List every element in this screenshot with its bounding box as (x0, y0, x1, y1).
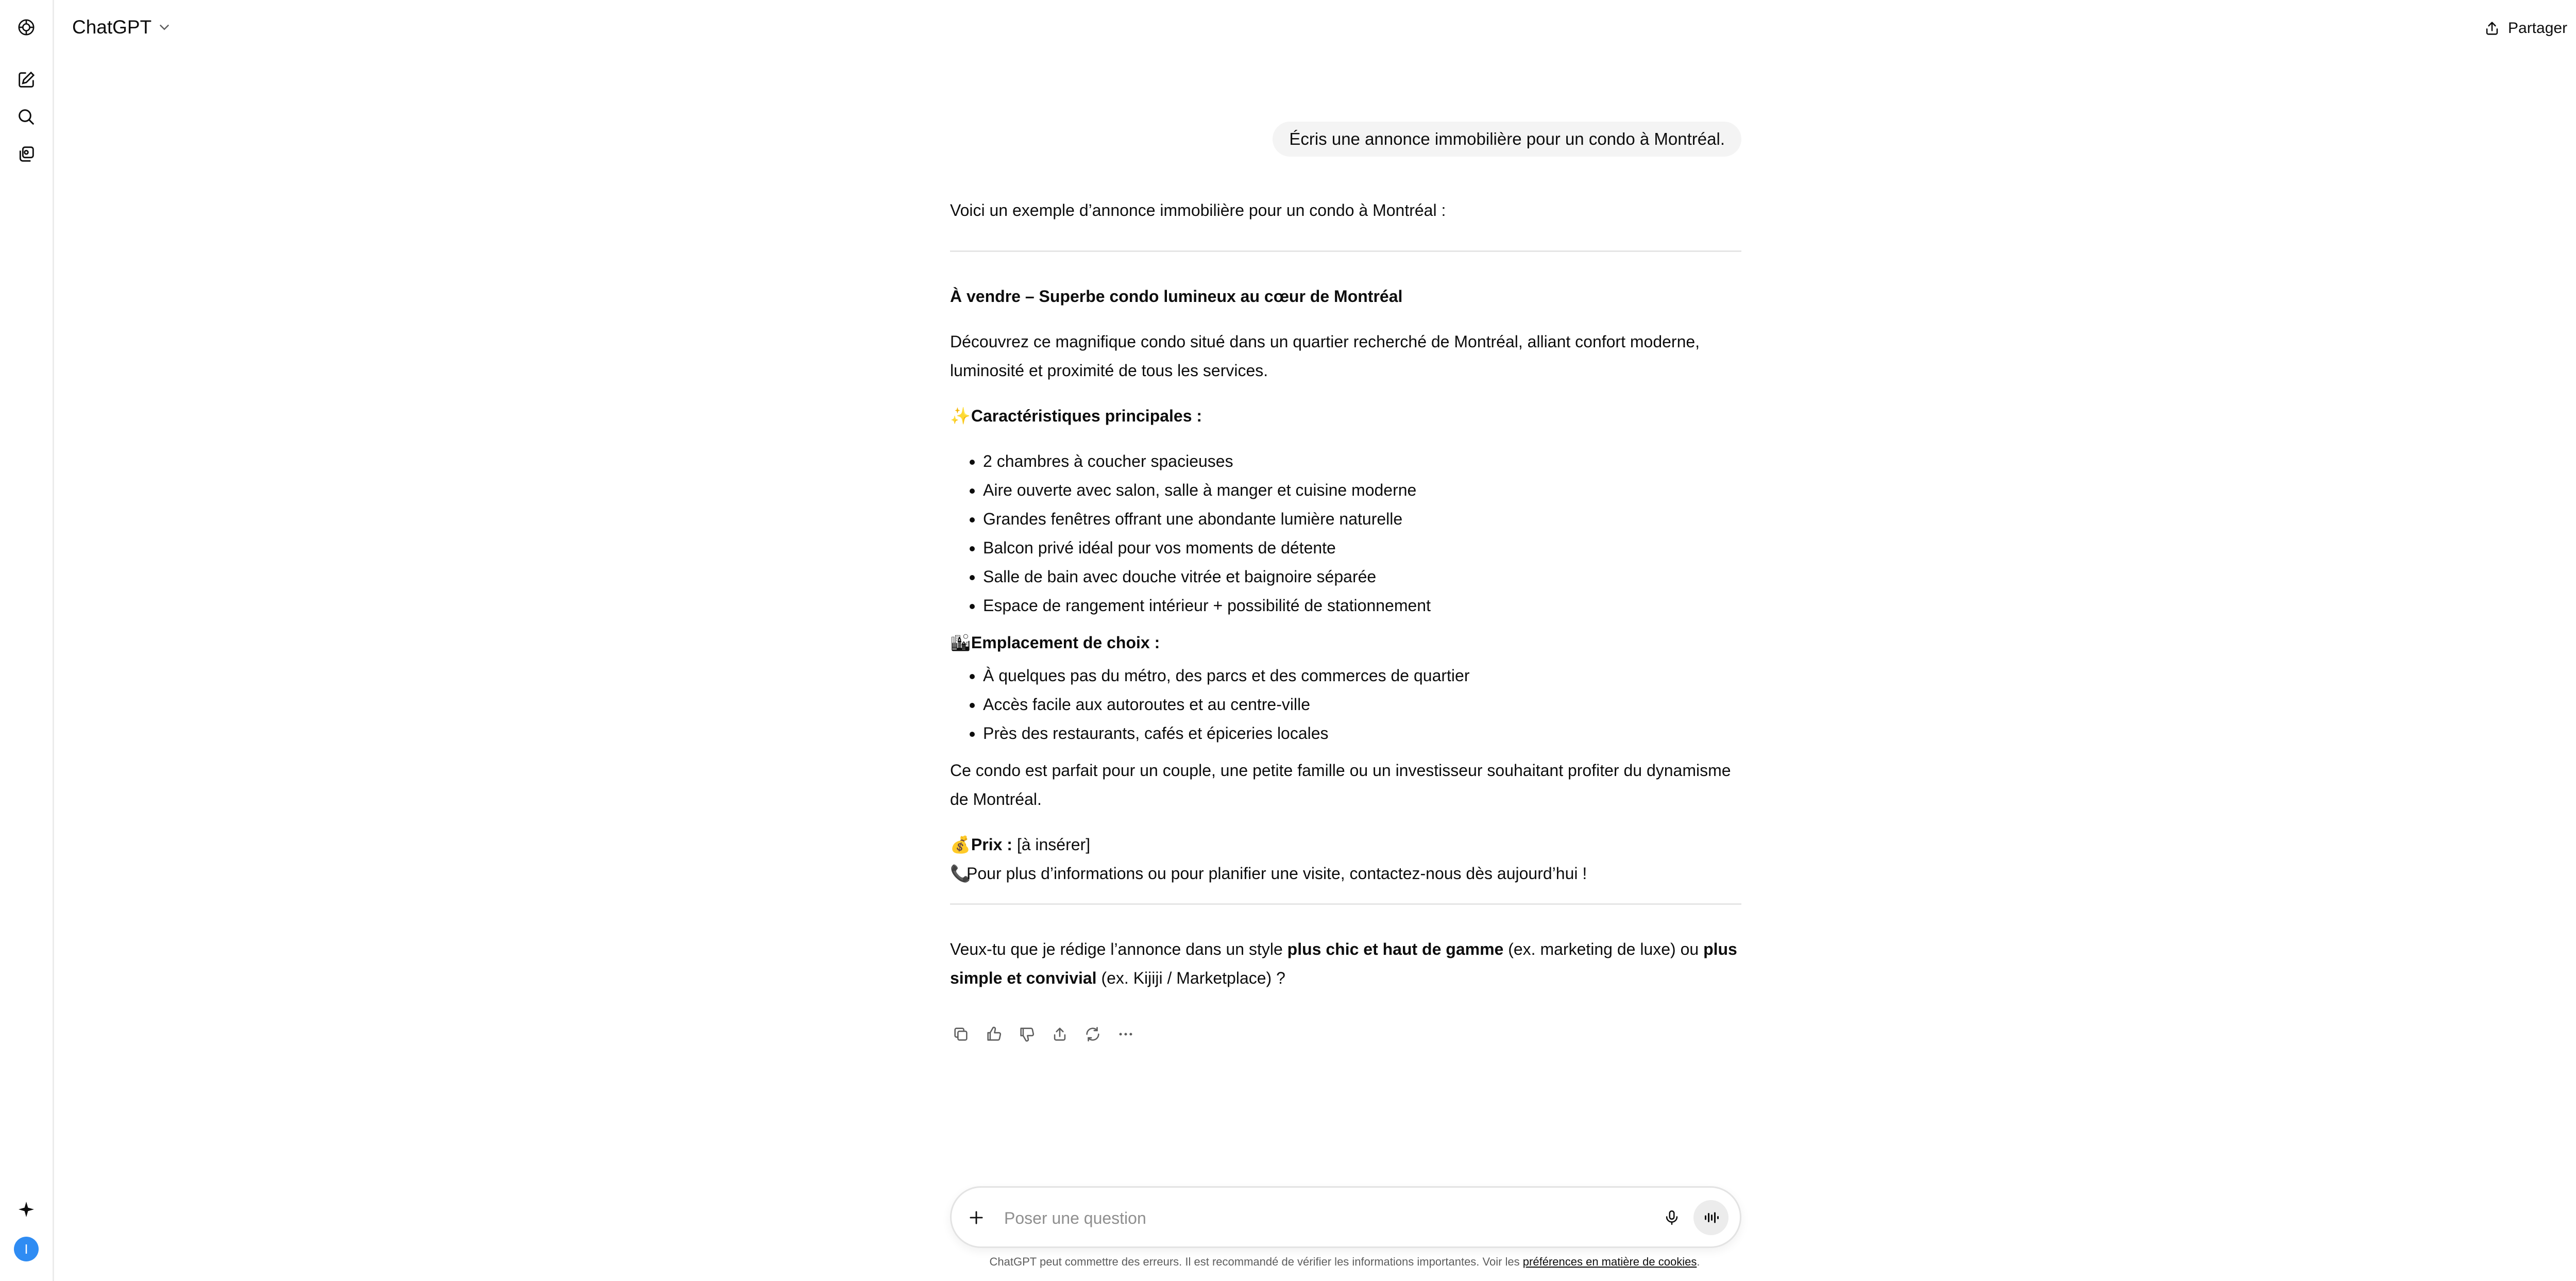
model-switcher[interactable] (72, 14, 172, 40)
phone-icon: 📞 (950, 864, 971, 883)
sidebar-rail (0, 0, 54, 1281)
voice-waveform-icon (1702, 1208, 1720, 1227)
plus-icon (967, 1208, 986, 1227)
features-heading: ✨ Caractéristiques principales : (950, 401, 1741, 430)
chevron-down-icon (157, 20, 172, 35)
list-item: • Près des restaurants, cafés et épiceries locales (983, 719, 1741, 748)
avatar[interactable]: I (14, 1237, 39, 1261)
divider (950, 903, 1741, 905)
closing-paragraph: Ce condo est parfait pour un couple, une petite famille ou un investisseur souhaitant profiter du dynamisme de Montréal. (950, 761, 1731, 808)
share-label: Partager (2508, 20, 2568, 37)
cityscape-icon: 🏙 (950, 633, 971, 652)
features-list (950, 447, 1741, 620)
share-icon (2483, 20, 2501, 37)
divider (950, 250, 1741, 252)
share-icon[interactable] (1049, 1023, 1071, 1045)
money-bag-icon: 💰 (950, 835, 971, 854)
location-heading: 🏙 Emplacement de choix : (950, 628, 1741, 657)
sparkle-icon[interactable] (15, 1199, 37, 1220)
thumbs-down-icon[interactable] (1016, 1023, 1038, 1045)
microphone-icon (1663, 1209, 1681, 1226)
share-button[interactable] (2483, 15, 2567, 41)
list-item: • Aire ouverte avec salon, salle à manger et cuisine moderne (983, 476, 1741, 504)
list-item: • Salle de bain avec douche vitrée et baignoire séparée (983, 562, 1741, 591)
cookie-preferences-link[interactable]: préférences en matière de cookies (1522, 1255, 1697, 1268)
list-item: • À quelques pas du métro, des parcs et des commerces de quartier (983, 661, 1741, 690)
library-icon[interactable] (15, 143, 37, 165)
thumbs-up-icon[interactable] (983, 1023, 1005, 1045)
followup-question: Veux-tu que je rédige l’annonce dans un style plus chic et haut de gamme (ex. marketing de luxe) ou plus simple et convivial (ex. Kijiji / Marketplace) ? (950, 940, 1737, 987)
sparkles-icon: ✨ (950, 407, 971, 425)
openai-logo-icon[interactable] (15, 16, 37, 38)
search-icon[interactable] (15, 106, 37, 128)
list-item: • Grandes fenêtres offrant une abondante lumière naturelle (983, 504, 1741, 533)
location-list (950, 661, 1741, 748)
contact-line: 📞Pour plus d’informations ou pour planifier une visite, contactez-nous dès aujourd’hui ! (950, 859, 1741, 888)
listing-description: Découvrez ce magnifique condo situé dans un quartier recherché de Montréal, alliant confort moderne, luminosité et proximité de tous les services. (950, 332, 1700, 380)
regenerate-icon[interactable] (1082, 1023, 1104, 1045)
answer-intro: Voici un exemple d’annonce immobilière pour un condo à Montréal : (950, 201, 1446, 220)
assistant-message (950, 196, 1741, 992)
footer-disclaimer: ChatGPT peut commettre des erreurs. Il est recommandé de vérifier les informations importantes. Voir les préférences en matière de cookies. (989, 1255, 1700, 1268)
list-item: • 2 chambres à coucher spacieuses (983, 447, 1741, 476)
listing-title: À vendre – Superbe condo lumineux au cœur de Montréal (950, 287, 1403, 306)
prompt-composer (950, 1186, 1741, 1248)
user-message: Écris une annonce immobilière pour un condo à Montréal. (1273, 122, 1741, 157)
list-item: • Accès facile aux autoroutes et au centre-ville (983, 690, 1741, 719)
list-item: • Balcon privé idéal pour vos moments de détente (983, 533, 1741, 562)
dictate-button[interactable] (1657, 1203, 1686, 1232)
list-item: • Espace de rangement intérieur + possibilité de stationnement (983, 591, 1741, 620)
new-chat-icon[interactable] (15, 69, 37, 91)
add-attachment-button[interactable] (964, 1205, 989, 1230)
model-label: ChatGPT (72, 16, 152, 38)
price-line: 💰 Prix : [à insérer] (950, 830, 1741, 859)
message-actions (950, 1023, 1137, 1045)
more-icon[interactable] (1115, 1023, 1137, 1045)
voice-mode-button[interactable] (1693, 1200, 1728, 1235)
copy-icon[interactable] (950, 1023, 972, 1045)
prompt-input[interactable] (1003, 1203, 1551, 1233)
